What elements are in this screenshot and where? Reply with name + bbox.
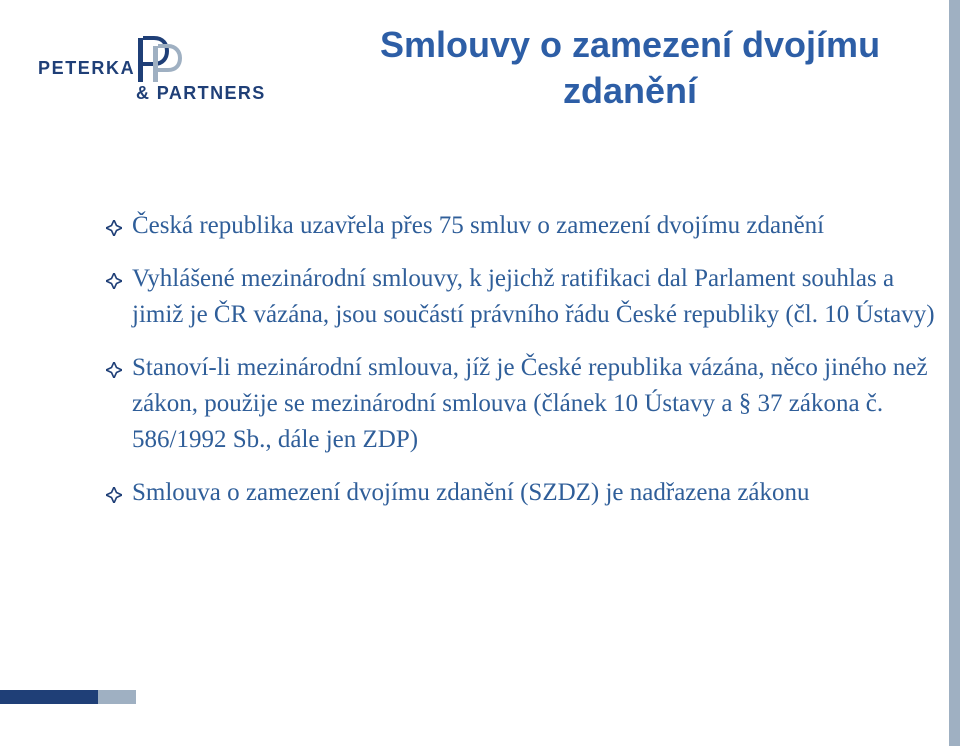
bullet-text: Stanoví-li mezinárodní smlouva, jíž je České republika vázána, něco jiného než zákon, použije se mezinárodní smlouva (článek 10 Ústavy a § 37 zákona č. 586/1992 Sb., dále jen ZDP): [132, 354, 928, 453]
diamond-bullet-icon: [106, 220, 122, 236]
bullet-text: Smlouva o zamezení dvojímu zdanění (SZDZ) je nadřazena zákonu: [132, 479, 810, 506]
bullet-text: Vyhlášené mezinárodní smlouvy, k jejichž ratifikaci dal Parlament souhlas a jimiž je ČR vázána, jsou součástí právního řádu České republiky (čl. 10 Ústavy): [132, 265, 935, 328]
bullet-item: [106, 261, 936, 333]
bullet-item: [106, 350, 936, 458]
bullet-text: Česká republika uzavřela přes 75 smluv o zamezení dvojímu zdanění: [132, 212, 825, 239]
slide-title: Smlouvy o zamezení dvojímu zdanění: [379, 24, 881, 111]
pp-monogram-icon: [136, 36, 182, 84]
right-edge-rule: [949, 0, 960, 746]
bullet-item: [106, 208, 936, 244]
bullet-list: [106, 208, 936, 528]
logo-text-partners: & PARTNERS: [136, 83, 266, 103]
logo-text-peterka: PETERKA: [38, 58, 136, 78]
footer-bar-dark: [0, 690, 98, 704]
bullet-item: [106, 475, 936, 511]
company-logo: [38, 36, 278, 106]
footer-bar-light: [98, 690, 136, 704]
diamond-bullet-icon: [106, 273, 122, 289]
diamond-bullet-icon: [106, 487, 122, 503]
diamond-bullet-icon: [106, 362, 122, 378]
